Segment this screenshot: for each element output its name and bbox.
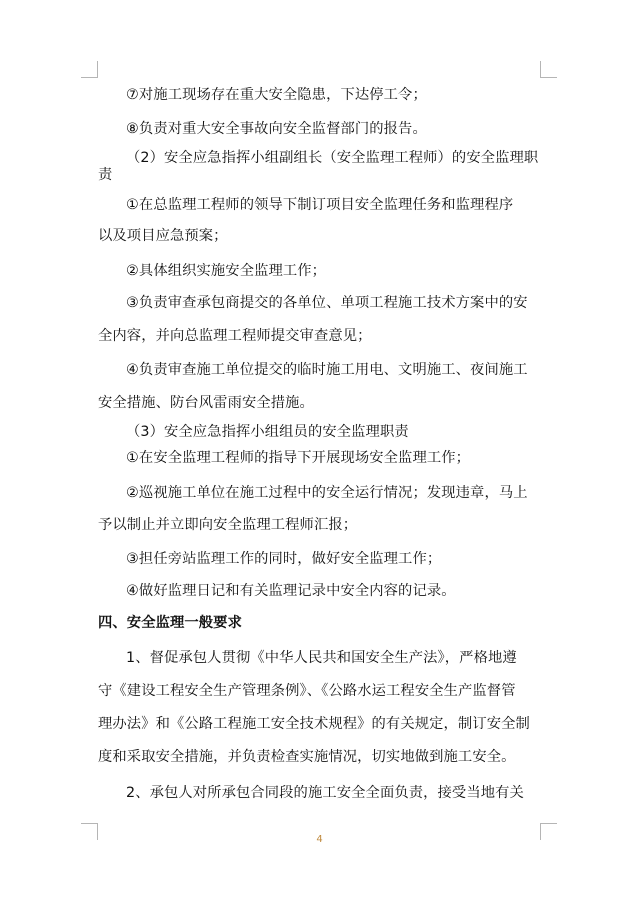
text-line: 守《建设工程安全生产管理条例》、《公路水运工程安全生产监督管 — [98, 683, 516, 699]
text-line: ③担任旁站监理工作的同时，做好安全监理工作； — [126, 551, 442, 567]
text-line: 理办法》和《公路工程施工安全技术规程》的有关规定，制订安全制 — [98, 716, 530, 732]
text-line: ②具体组织实施安全监理工作； — [126, 263, 327, 279]
section-heading: 四、安全监理一般要求 — [98, 615, 242, 631]
text-line: 责 — [98, 167, 113, 183]
text-line: 安全措施、防台风雷雨安全措施。 — [98, 395, 314, 411]
text-line: 予以制止并立即向安全监理工程师汇报； — [98, 517, 358, 533]
text-line: ③负责审查承包商提交的各单位、单项工程施工技术方案中的安 — [126, 295, 528, 311]
text-line: ②巡视施工单位在施工过程中的安全运行情况；发现违章，马上 — [126, 485, 528, 501]
text-line: ①在总监理工程师的领导下制订项目安全监理任务和监理程序 — [126, 197, 514, 213]
text-line: ⑦对施工现场存在重大安全隐患，下达停工令； — [126, 87, 427, 103]
text-line: 以及项目应急预案； — [98, 228, 228, 244]
text-line: 度和采取安全措施，并负责检查实施情况，切实地做到施工安全。 — [98, 749, 516, 765]
corner-mark-top-left — [81, 61, 98, 78]
page-number: 4 — [316, 834, 323, 845]
text-line: 2、承包人对所承包合同段的施工安全全面负责，接受当地有关 — [126, 785, 524, 801]
text-line: ⑧负责对重大安全事故向安全监督部门的报告。 — [126, 121, 427, 137]
corner-mark-top-right — [540, 61, 557, 78]
text-line: ①在安全监理工程师的指导下开展现场安全监理工作； — [126, 450, 471, 466]
text-line: （3）安全应急指挥小组组员的安全监理职责 — [126, 424, 409, 440]
text-line: ④做好监理日记和有关监理记录中安全内容的记录。 — [126, 583, 456, 599]
text-line: 1、督促承包人贯彻《中华人民共和国安全生产法》，严格地遵 — [126, 650, 517, 666]
text-line: （2）安全应急指挥小组副组长（安全监理工程师）的安全监理职 — [126, 150, 539, 166]
text-line: 全内容，并向总监理工程师提交审查意见； — [98, 328, 372, 344]
text-line: ④负责审查施工单位提交的临时施工用电、文明施工、夜间施工 — [126, 362, 528, 378]
